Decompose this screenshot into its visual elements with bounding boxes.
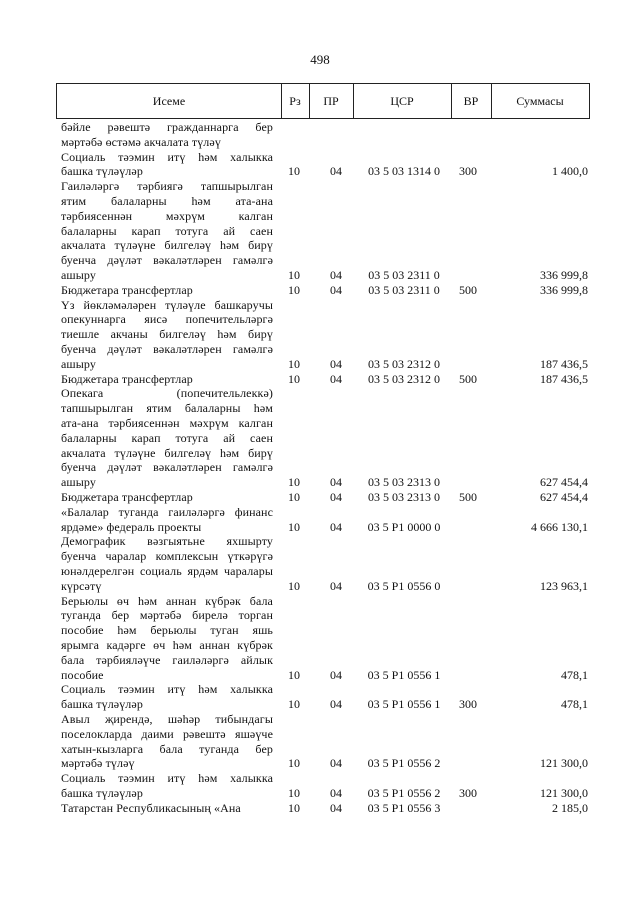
table-row [0, 490, 640, 505]
row-rz: 10 [288, 267, 300, 282]
row-vr: 500 [459, 489, 477, 504]
header-rz: Рз [289, 94, 301, 108]
row-rz: 10 [288, 519, 300, 534]
row-name-line: мәртәбә түләү [61, 756, 135, 771]
row-name [61, 490, 273, 505]
row-name-line: пособие һәм берьюлы туган яшь [61, 623, 273, 638]
row-name-line: туганда бер мәртәбә бирелә торган [61, 608, 273, 623]
row-sum: 187 436,5 [540, 356, 588, 371]
row-name-line: ата-ана тәрбиясеннән мәхрүм калган [61, 415, 273, 430]
row-name [61, 372, 273, 387]
row-name-line: ашыру [61, 356, 96, 371]
row-vr: 300 [459, 697, 477, 712]
header-sum: Суммасы [516, 94, 564, 108]
row-name-line: бәйле рәвештә гражданнарга бер [61, 120, 273, 134]
row-sum: 478,1 [561, 697, 588, 712]
row-rz: 10 [288, 756, 300, 771]
row-rz: 10 [288, 475, 300, 490]
table-row [0, 682, 640, 712]
row-name-line: башка түләүләр [61, 785, 143, 800]
row-name-line: акчалата түләүне билгеләү һәм бирү [61, 238, 273, 253]
row-csr: 03 5 03 1314 0 [368, 164, 440, 179]
table-row [0, 150, 640, 180]
table-row [0, 771, 640, 801]
row-csr: 03 5 03 2311 0 [368, 282, 440, 297]
row-name-line: ярдәме» федераль проекты [61, 519, 202, 534]
row-sum: 627 454,4 [540, 475, 588, 490]
row-name-line: Демографик вәзгыятьне яхшырту [61, 534, 273, 549]
row-rz: 10 [288, 697, 300, 712]
row-csr: 03 5 P1 0000 0 [367, 519, 441, 534]
row-csr: 03 5 P1 0556 2 [367, 756, 441, 771]
row-csr: 03 5 P1 0556 0 [367, 578, 441, 593]
row-name-line: балаларны карап тотуга ай саен [61, 223, 273, 238]
row-name [61, 682, 273, 712]
row-pr: 04 [330, 667, 342, 682]
row-name-line: буенча чаралар комплексын үткәрүгә [61, 549, 273, 564]
row-name-line: балаларны карап тотуга ай саен [61, 430, 273, 445]
table-row [0, 801, 640, 816]
row-pr: 04 [330, 519, 342, 534]
row-csr: 03 5 03 2311 0 [368, 267, 440, 282]
row-name [61, 150, 273, 180]
row-name [61, 534, 273, 593]
row-name-line: мәртәбә өстәмә акчалата түләү [61, 134, 221, 149]
table-row [0, 594, 640, 683]
table-row [0, 534, 640, 593]
row-name-line: Үз йөкләмәләрен түләүле башкаручы [61, 297, 273, 312]
row-name-line: тапшырылган ятим балаларны һәм [61, 401, 273, 416]
row-name-line: ашыру [61, 475, 96, 490]
row-pr: 04 [330, 785, 342, 800]
row-name [61, 594, 273, 683]
row-vr: 300 [459, 164, 477, 179]
page-number: 498 [310, 52, 330, 67]
row-name-line: башка түләүләр [61, 164, 143, 179]
row-pr: 04 [330, 697, 342, 712]
row-name-line: Бюджетара трансфертлар [61, 282, 193, 297]
row-vr: 500 [459, 371, 477, 386]
row-name-line: буенча дәүләт вәкаләтләрен гамәлгә [61, 253, 273, 268]
row-name-line: Социаль тәэмин итү һәм халыкка [61, 149, 273, 164]
row-csr: 03 5 03 2312 0 [368, 371, 440, 386]
table-body [0, 120, 640, 816]
row-rz: 10 [288, 164, 300, 179]
row-name-line: Авыл җирендә, шәһәр тибындагы [61, 711, 273, 726]
header-csr: ЦСР [390, 94, 414, 108]
row-rz: 10 [288, 489, 300, 504]
table-row [0, 298, 640, 372]
row-sum: 121 300,0 [540, 756, 588, 771]
row-name-line: опекуннарга яисә попечительләргә [61, 312, 273, 327]
row-pr: 04 [330, 282, 342, 297]
row-name-line: тиешле акчаны билгеләү һәм бирү [61, 327, 273, 342]
row-name-line: Опекага (попечительлеккә) [61, 386, 273, 401]
row-rz: 10 [288, 800, 300, 815]
row-sum: 336 999,8 [540, 267, 588, 282]
row-pr: 04 [330, 475, 342, 490]
row-sum: 4 666 130,1 [531, 519, 588, 534]
row-name-line: ярымга кадәрге өч һәм аннан күбрәк [61, 637, 273, 652]
row-name [61, 712, 273, 771]
row-pr: 04 [330, 371, 342, 386]
row-name [61, 505, 273, 535]
header-name: Исеме [152, 94, 186, 108]
row-pr: 04 [330, 356, 342, 371]
row-sum: 478,1 [561, 667, 588, 682]
row-csr: 03 5 P1 0556 2 [367, 785, 441, 800]
row-name [61, 298, 273, 372]
row-rz: 10 [288, 667, 300, 682]
row-name-line: бала тәрбияләүче гаиләләргә айлык [61, 652, 273, 667]
row-csr: 03 5 P1 0556 1 [367, 667, 441, 682]
row-rz: 10 [288, 282, 300, 297]
row-name-line: ятим балаларны һәм ата-ана [61, 193, 273, 208]
row-name-line: Берьюлы өч һәм аннан күбрәк бала [61, 593, 273, 608]
row-name [61, 120, 273, 150]
row-sum: 1 400,0 [552, 164, 588, 179]
row-name-line: Социаль тәэмин итү һәм халыкка [61, 771, 273, 786]
row-pr: 04 [330, 489, 342, 504]
row-name-line: башка түләүләр [61, 697, 143, 712]
row-sum: 121 300,0 [540, 785, 588, 800]
row-sum: 187 436,5 [540, 371, 588, 386]
row-csr: 03 5 03 2313 0 [368, 489, 440, 504]
row-name-line: Социаль тәэмин итү һәм халыкка [61, 682, 273, 697]
row-name-line: поселокларда даими рәвештә яшәүче [61, 726, 273, 741]
row-name-line: буенча дәүләт вәкаләтләрен гамәлгә [61, 460, 273, 475]
row-sum: 627 454,4 [540, 489, 588, 504]
table-row [0, 283, 640, 298]
table-row [0, 386, 640, 490]
row-pr: 04 [330, 267, 342, 282]
row-csr: 03 5 03 2312 0 [368, 356, 440, 371]
row-name-line: Гаиләләргә тәрбиягә тапшырылган [61, 179, 273, 194]
table-row [0, 179, 640, 283]
header-pr: ПР [323, 94, 339, 108]
row-name [61, 179, 273, 283]
row-rz: 10 [288, 356, 300, 371]
row-csr: 03 5 P1 0556 3 [367, 800, 441, 815]
table-row [0, 505, 640, 535]
row-name [61, 801, 273, 816]
table-header [56, 83, 590, 119]
row-sum: 336 999,8 [540, 282, 588, 297]
row-pr: 04 [330, 800, 342, 815]
row-name-line: Бюджетара трансфертлар [61, 489, 193, 504]
row-vr: 500 [459, 282, 477, 297]
row-name-line: күрсәтү [61, 578, 102, 593]
row-name-line: пособие [61, 667, 104, 682]
table-row [0, 372, 640, 387]
row-name [61, 386, 273, 490]
row-pr: 04 [330, 578, 342, 593]
row-name-line: буенча дәүләт вәкаләтләрен гамәлгә [61, 341, 273, 356]
row-sum: 2 185,0 [552, 800, 588, 815]
row-csr: 03 5 03 2313 0 [368, 475, 440, 490]
table-row [0, 712, 640, 771]
row-csr: 03 5 P1 0556 1 [367, 697, 441, 712]
row-name-line: ашыру [61, 267, 96, 282]
row-pr: 04 [330, 164, 342, 179]
row-sum: 123 963,1 [540, 578, 588, 593]
row-name-line: Бюджетара трансфертлар [61, 371, 193, 386]
row-name [61, 283, 273, 298]
row-name [61, 771, 273, 801]
header-vr: ВР [463, 94, 479, 108]
row-name-line: хатын-кызларга бала туганда бер [61, 741, 273, 756]
row-pr: 04 [330, 756, 342, 771]
row-rz: 10 [288, 578, 300, 593]
table-row [0, 120, 640, 150]
row-name-line: «Балалар туганда гаиләләргә финанс [61, 504, 273, 519]
row-name-line: тәрбиясеннән мәхрүм калган [61, 208, 273, 223]
row-vr: 300 [459, 785, 477, 800]
row-name-line: Татарстан Республикасының «Ана [61, 800, 241, 815]
row-rz: 10 [288, 785, 300, 800]
row-name-line: акчалата түләүне билгеләү һәм бирү [61, 445, 273, 460]
row-rz: 10 [288, 371, 300, 386]
row-name-line: юнәлдерелгән социаль ярдәм чаралары [61, 563, 273, 578]
